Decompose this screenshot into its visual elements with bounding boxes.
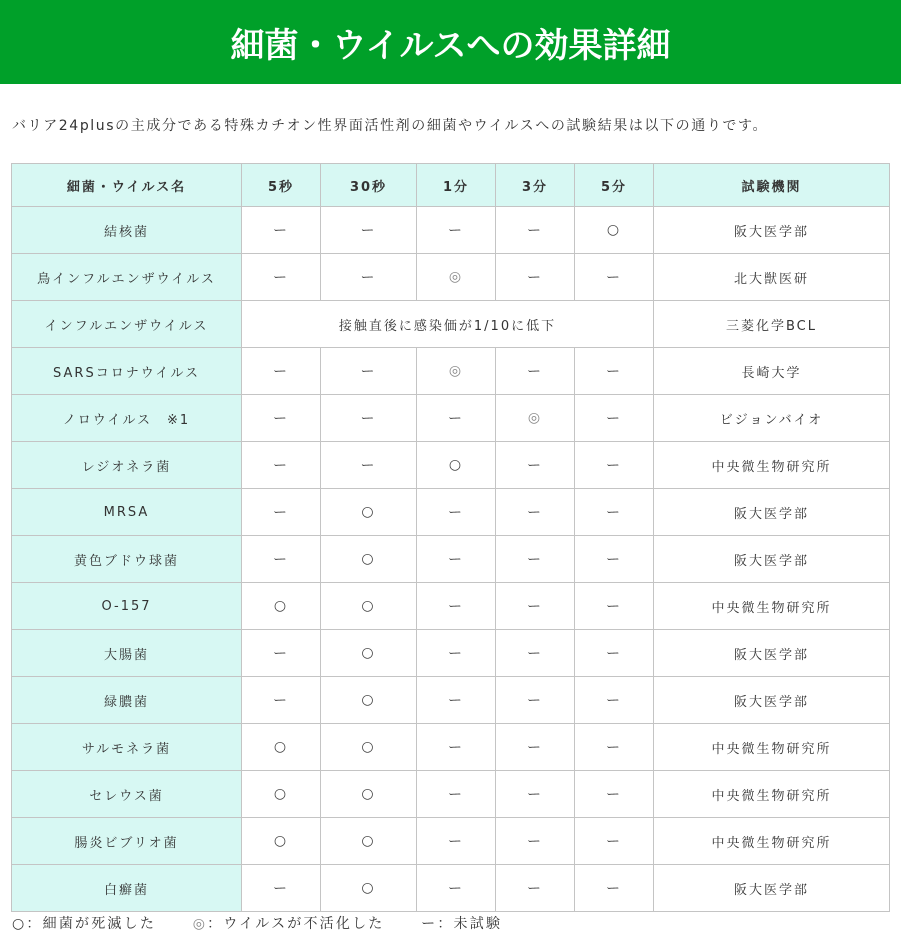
result-cell-s5 — [242, 489, 321, 536]
testing-lab: 中央微生物研究所 — [654, 724, 890, 771]
legend-text: 未試験 — [453, 916, 503, 932]
dash-icon: ー — [527, 458, 543, 474]
dash-icon: ー — [360, 223, 377, 239]
result-cell-s5 — [242, 583, 321, 630]
dash-icon: ー — [448, 740, 464, 756]
circle-icon: ○ — [361, 739, 376, 755]
dash-icon: ー — [527, 552, 543, 568]
dash-icon: ー — [360, 364, 377, 380]
table-row — [12, 818, 890, 865]
result-cell-s30 — [321, 724, 417, 771]
dash-icon: ー — [606, 411, 622, 427]
testing-lab: 三菱化学BCL — [654, 301, 890, 348]
result-cell-s5 — [242, 254, 321, 301]
column-header-name: 細菌・ウイルス名 — [12, 164, 242, 207]
organism-name: SARSコロナウイルス — [12, 348, 242, 395]
dash-icon: ー — [273, 223, 289, 239]
dash-icon: ー — [273, 881, 289, 897]
result-cell-m1 — [417, 254, 496, 301]
result-cell-m1 — [417, 771, 496, 818]
result-cell-m3 — [496, 254, 575, 301]
dash-icon: ー — [606, 881, 622, 897]
dash-icon: ー — [606, 364, 622, 380]
table-row — [12, 348, 890, 395]
dash-icon: ー — [448, 599, 464, 615]
circle-icon: ○ — [606, 222, 622, 238]
dash-icon: ー — [527, 599, 543, 615]
result-cell-m5 — [575, 254, 654, 301]
result-cell-s5 — [242, 442, 321, 489]
organism-name: 結核菌 — [12, 207, 242, 254]
testing-lab: 阪大医学部 — [654, 865, 890, 912]
result-cell-s30 — [321, 395, 417, 442]
legend-item-killed: ○：細菌が死滅した — [12, 916, 157, 932]
result-cell-m5 — [575, 536, 654, 583]
organism-name: 大腸菌 — [12, 630, 242, 677]
table-row — [12, 489, 890, 536]
circle-icon: ○ — [273, 598, 289, 614]
result-cell-s30 — [321, 771, 417, 818]
column-header-3m: 3分 — [496, 164, 575, 207]
dash-icon: ー — [606, 599, 622, 615]
result-cell-m5 — [575, 395, 654, 442]
legend-item-untested: ー：未試験 — [421, 916, 503, 932]
dash-icon: ー — [527, 693, 543, 709]
circle-icon: ○ — [448, 457, 464, 473]
dash-icon: ー — [360, 270, 377, 286]
result-cell-m3 — [496, 865, 575, 912]
result-cell-m3 — [496, 207, 575, 254]
organism-name: 白癬菌 — [12, 865, 242, 912]
table-row — [12, 630, 890, 677]
dash-icon: ー — [273, 693, 289, 709]
result-cell-m1 — [417, 583, 496, 630]
dash-icon: ー — [606, 458, 622, 474]
result-cell-m5 — [575, 583, 654, 630]
column-header-5m: 5分 — [575, 164, 654, 207]
result-cell-s30 — [321, 207, 417, 254]
double-circle-icon: ◎ — [527, 410, 543, 426]
circle-icon: ○ — [361, 645, 376, 661]
dash-icon: ー — [606, 740, 622, 756]
organism-name: ノロウイルス ※1 — [12, 395, 242, 442]
result-cell-m1 — [417, 865, 496, 912]
dash-icon: ー — [273, 646, 289, 662]
legend-item-inactivated: ◎：ウイルスが不活化した — [192, 916, 385, 932]
testing-lab: 中央微生物研究所 — [654, 818, 890, 865]
table-row — [12, 536, 890, 583]
dash-icon: ー — [448, 411, 464, 427]
result-cell-m1 — [417, 348, 496, 395]
result-cell-m5 — [575, 771, 654, 818]
testing-lab: 北大獣医研 — [654, 254, 890, 301]
merged-result-cell: 接触直後に感染価が1/10に低下 — [242, 301, 654, 348]
result-cell-m5 — [575, 677, 654, 724]
column-header-5s: 5秒 — [242, 164, 321, 207]
result-cell-m5 — [575, 489, 654, 536]
dash-icon: ー — [606, 646, 622, 662]
dash-icon: ー — [448, 223, 464, 239]
result-cell-s30 — [321, 489, 417, 536]
result-cell-s5 — [242, 677, 321, 724]
dash-icon: ー — [527, 364, 543, 380]
dash-icon: ー — [273, 411, 289, 427]
result-cell-s30 — [321, 583, 417, 630]
column-header-30s: 30秒 — [321, 164, 417, 207]
dash-icon: ー — [606, 552, 622, 568]
table-row — [12, 395, 890, 442]
result-cell-s5 — [242, 348, 321, 395]
result-cell-m1 — [417, 818, 496, 865]
dash-icon: ー — [527, 505, 543, 521]
organism-name: インフルエンザウイルス — [12, 301, 242, 348]
result-cell-m5 — [575, 865, 654, 912]
testing-lab: 阪大医学部 — [654, 677, 890, 724]
result-cell-m1 — [417, 677, 496, 724]
result-cell-s5 — [242, 395, 321, 442]
dash-icon: ー — [606, 787, 622, 803]
table-row — [12, 442, 890, 489]
dash-icon: ー — [448, 787, 464, 803]
dash-icon: ー — [606, 270, 622, 286]
table-row — [12, 207, 890, 254]
table-row — [12, 301, 890, 348]
dash-icon: ー — [527, 223, 543, 239]
result-cell-s30 — [321, 348, 417, 395]
result-cell-s5 — [242, 818, 321, 865]
dash-icon: ー — [527, 881, 543, 897]
testing-lab: 中央微生物研究所 — [654, 583, 890, 630]
table-body — [12, 207, 890, 912]
circle-icon: ○ — [361, 786, 376, 802]
legend — [12, 913, 532, 933]
dash-icon: ー — [527, 834, 543, 850]
result-cell-s30 — [321, 536, 417, 583]
legend-text: ウイルスが不活化した — [223, 916, 385, 932]
organism-name: 鳥インフルエンザウイルス — [12, 254, 242, 301]
result-cell-s5 — [242, 771, 321, 818]
page-title: 細菌・ウイルスへの効果詳細 — [230, 25, 671, 66]
dash-icon: ー — [448, 552, 464, 568]
testing-lab: 長崎大学 — [654, 348, 890, 395]
dash-icon: ー — [360, 411, 377, 427]
testing-lab: 阪大医学部 — [654, 207, 890, 254]
result-cell-m5 — [575, 207, 654, 254]
testing-lab: 阪大医学部 — [654, 489, 890, 536]
dash-icon: ー — [448, 693, 464, 709]
result-cell-m3 — [496, 395, 575, 442]
result-cell-s5 — [242, 536, 321, 583]
testing-lab: 阪大医学部 — [654, 630, 890, 677]
dash-icon: ー — [421, 916, 438, 932]
table-row — [12, 771, 890, 818]
page-header-banner — [0, 0, 901, 84]
result-cell-m3 — [496, 771, 575, 818]
result-cell-s5 — [242, 865, 321, 912]
dash-icon: ー — [273, 458, 289, 474]
result-cell-m3 — [496, 818, 575, 865]
result-cell-m3 — [496, 630, 575, 677]
results-table — [11, 163, 890, 912]
organism-name: MRSA — [12, 489, 242, 536]
testing-lab: 中央微生物研究所 — [654, 442, 890, 489]
column-header-lab: 試験機関 — [654, 164, 890, 207]
result-cell-s5 — [242, 724, 321, 771]
result-cell-m3 — [496, 536, 575, 583]
testing-lab: 中央微生物研究所 — [654, 771, 890, 818]
result-cell-s30 — [321, 818, 417, 865]
double-circle-icon: ◎ — [192, 916, 208, 932]
result-cell-m3 — [496, 583, 575, 630]
dash-icon: ー — [606, 505, 622, 521]
circle-icon: ○ — [361, 551, 376, 567]
organism-name: 緑膿菌 — [12, 677, 242, 724]
circle-icon: ○ — [273, 739, 289, 755]
result-cell-m1 — [417, 442, 496, 489]
table-row — [12, 254, 890, 301]
result-cell-m3 — [496, 677, 575, 724]
circle-icon: ○ — [273, 786, 289, 802]
result-cell-m1 — [417, 395, 496, 442]
dash-icon: ー — [448, 881, 464, 897]
result-cell-m1 — [417, 724, 496, 771]
dash-icon: ー — [606, 693, 622, 709]
dash-icon: ー — [527, 270, 543, 286]
dash-icon: ー — [273, 364, 289, 380]
result-cell-s30 — [321, 677, 417, 724]
result-cell-m3 — [496, 724, 575, 771]
dash-icon: ー — [273, 552, 289, 568]
table-header-row — [12, 164, 890, 207]
result-cell-m5 — [575, 724, 654, 771]
organism-name: 腸炎ビブリオ菌 — [12, 818, 242, 865]
double-circle-icon: ◎ — [448, 363, 464, 379]
result-cell-m1 — [417, 536, 496, 583]
result-cell-m5 — [575, 348, 654, 395]
dash-icon: ー — [360, 458, 377, 474]
table-row — [12, 583, 890, 630]
result-cell-s30 — [321, 865, 417, 912]
organism-name: サルモネラ菌 — [12, 724, 242, 771]
testing-lab: 阪大医学部 — [654, 536, 890, 583]
organism-name: 黄色ブドウ球菌 — [12, 536, 242, 583]
intro-text: バリア24plusの主成分である特殊カチオン性界面活性剤の細菌やウイルスへの試験結果は以下の通りです。 — [12, 118, 769, 134]
circle-icon: ○ — [361, 880, 376, 896]
result-cell-m1 — [417, 630, 496, 677]
table-row — [12, 724, 890, 771]
dash-icon: ー — [448, 646, 464, 662]
result-cell-s30 — [321, 442, 417, 489]
result-cell-s30 — [321, 630, 417, 677]
result-cell-s30 — [321, 254, 417, 301]
circle-icon: ○ — [273, 833, 289, 849]
dash-icon: ー — [448, 505, 464, 521]
dash-icon: ー — [527, 740, 543, 756]
table-row — [12, 677, 890, 724]
result-cell-m3 — [496, 348, 575, 395]
circle-icon: ○ — [361, 504, 376, 520]
dash-icon: ー — [527, 787, 543, 803]
dash-icon: ー — [448, 834, 464, 850]
result-cell-s5 — [242, 207, 321, 254]
column-header-1m: 1分 — [417, 164, 496, 207]
result-cell-m3 — [496, 442, 575, 489]
testing-lab: ビジョンバイオ — [654, 395, 890, 442]
circle-icon: ○ — [361, 833, 376, 849]
double-circle-icon: ◎ — [448, 269, 464, 285]
dash-icon: ー — [606, 834, 622, 850]
result-cell-m1 — [417, 489, 496, 536]
result-cell-m3 — [496, 489, 575, 536]
organism-name: レジオネラ菌 — [12, 442, 242, 489]
result-cell-m5 — [575, 818, 654, 865]
dash-icon: ー — [273, 270, 289, 286]
dash-icon: ー — [273, 505, 289, 521]
legend-text: 細菌が死滅した — [42, 916, 157, 932]
organism-name: O-157 — [12, 583, 242, 630]
circle-icon: ○ — [12, 916, 27, 932]
result-cell-m5 — [575, 630, 654, 677]
result-cell-m1 — [417, 207, 496, 254]
result-cell-s5 — [242, 630, 321, 677]
organism-name: セレウス菌 — [12, 771, 242, 818]
dash-icon: ー — [527, 646, 543, 662]
circle-icon: ○ — [361, 598, 376, 614]
result-cell-m5 — [575, 442, 654, 489]
table-row — [12, 865, 890, 912]
circle-icon: ○ — [361, 692, 376, 708]
